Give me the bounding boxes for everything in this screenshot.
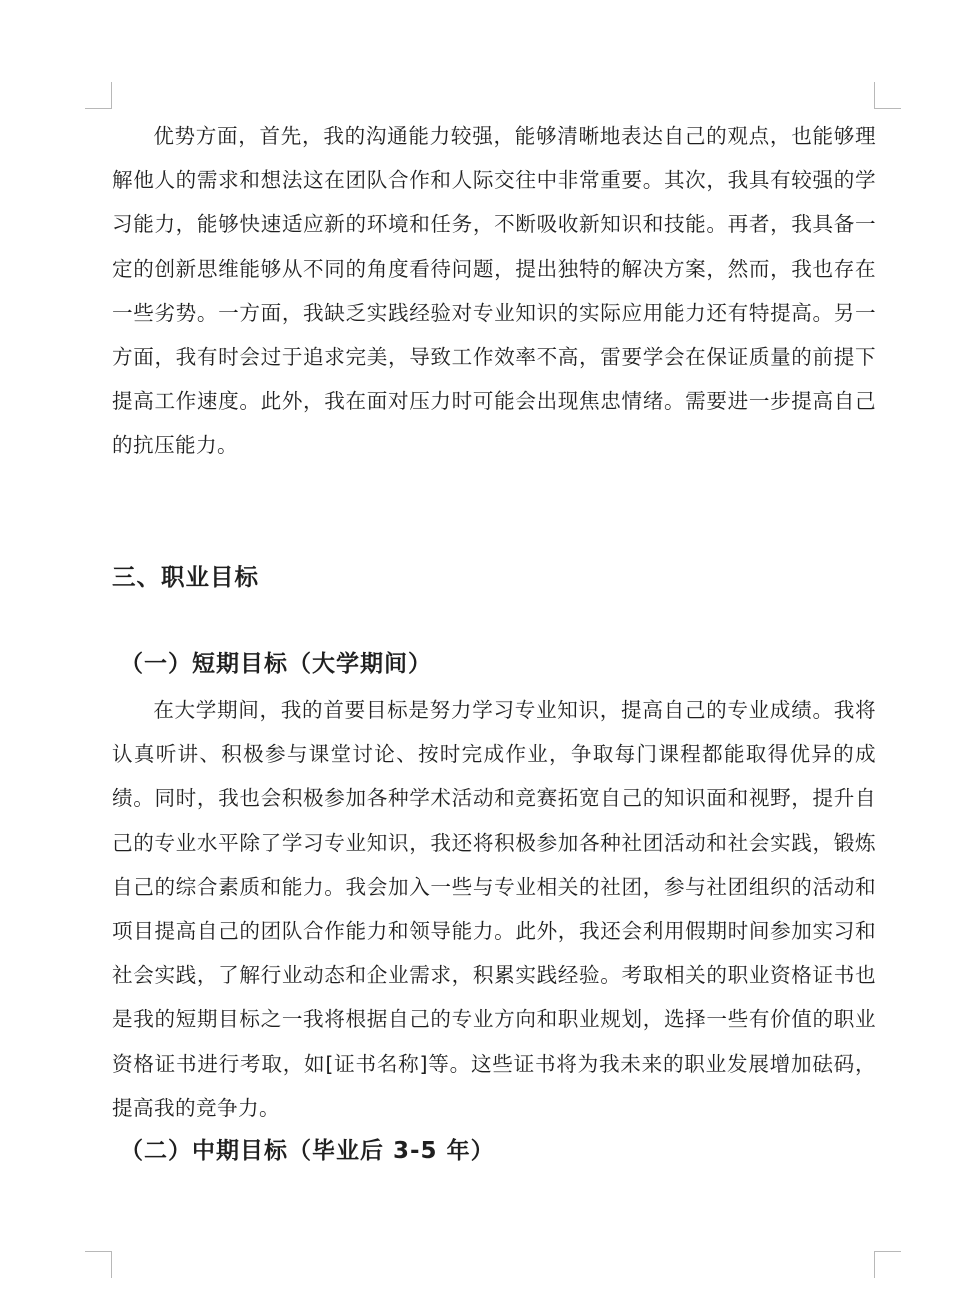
- subheading-short-term-goals: （一）短期目标（大学期间）: [120, 651, 432, 677]
- paragraph-strengths-weaknesses: 优势方面，首先，我的沟通能力较强，能够清晰地表达自己的观点，也能够理解他人的需求和想法这在团队合作和人际交往中非常重要。其次，我具有较强的学习能力，能够快速适应新的环境和任务，不断吸收新知识和技能。再者，我具备一定的创新思维能够从不同的角度看待问题，提出独特的解决方案，然而，我也存在一些劣势。一方面，我缺乏实践经验对专业知识的实际应用能力还有特提高。另一方面，我有时会过于追求完美，导致工作效率不高，雷要学会在保证质量的前提下提高工作速度。此外，我在面对压力时可能会出现焦忠情绪。需要进一步提高自己的抗压能力。: [112, 124, 876, 458]
- crop-mark-top-left: [85, 82, 112, 109]
- crop-mark-bottom-left: [85, 1251, 112, 1278]
- subheading-mid-term-goals: （二）中期目标（毕业后 3-5 年）: [120, 1138, 495, 1164]
- crop-mark-top-right: [874, 82, 901, 109]
- section-heading-career-goals: 三、职业目标: [112, 563, 259, 591]
- paragraph-short-term-goals: 在大学期间，我的首要目标是努力学习专业知识，提高自己的专业成绩。我将认真听讲、积极参与课堂讨论、按时完成作业，争取每门课程都能取得优异的成绩。同时，我也会积极参加各种学术活动和竞赛拓宽自己的知识面和视野，提升自己的专业水平除了学习专业知识，我还将积极参加各种社团活动和社会实践，锻炼自己的综合素质和能力。我会加入一些与专业相关的社团，参与社团组织的活动和项目提高自己的团队合作能力和领导能力。此外，我还会利用假期时间参加实习和社会实践，了解行业动态和企业需求，积累实践经验。考取相关的职业资格证书也是我的短期目标之一我将根据自己的专业方向和职业规划，选择一些有价值的职业资格证书进行考取，如[证书名称]等。这些证书将为我未来的职业发展增加砝码，提高我的竞争力。: [112, 698, 876, 1120]
- crop-mark-bottom-right: [874, 1251, 901, 1278]
